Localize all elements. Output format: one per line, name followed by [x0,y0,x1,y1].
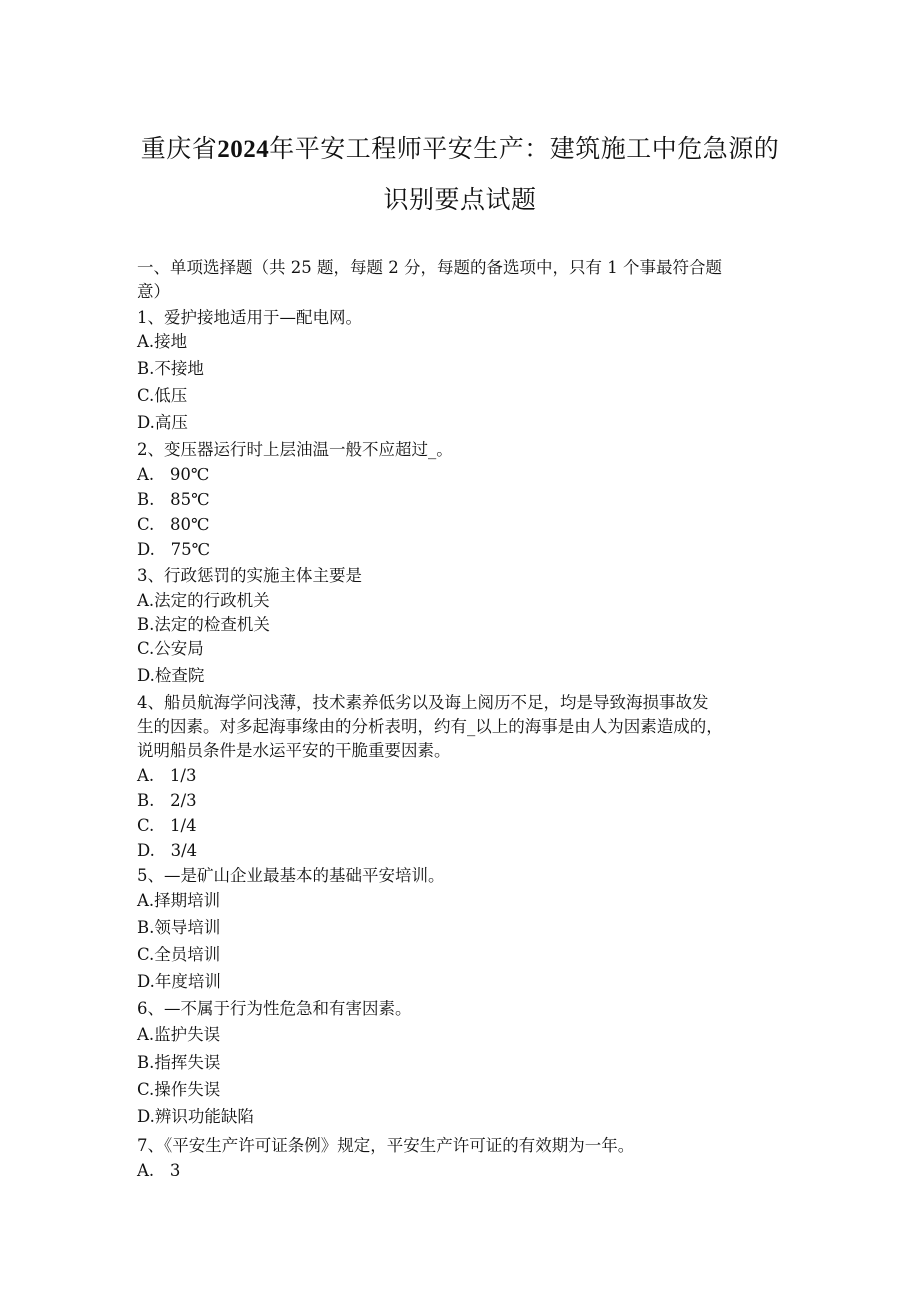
title-year: 2024 [217,136,270,163]
question-4-option-a: A. 1/3 [137,766,197,785]
question-1-option-b: B.不接地 [137,359,204,378]
question-3-option-c: C.公安局 [137,639,204,658]
section-header-line-2: 意） [137,282,170,301]
question-1-option-d: D.高压 [137,413,188,432]
question-3-option-b: B.法定的检查机关 [137,615,270,634]
question-6-option-a: A.监护失误 [137,1025,221,1044]
question-3-option-d: D.检查院 [137,666,205,685]
question-4-option-c: C. 1/4 [137,816,197,835]
document-body [137,0,787,1301]
question-4-option-b: B. 2/3 [137,791,197,810]
question-4-stem-line-2: 生的因素。对多起海事缘由的分析表明，约有_以上的海事是由人为因素造成的， [137,717,723,736]
title-prefix: 重庆省 [140,134,218,163]
question-2-option-b: B. 85℃ [137,490,210,509]
question-2-option-a: A. 90℃ [137,465,210,484]
question-6-option-b: B.指挥失误 [137,1053,221,1072]
question-1-option-c: C.低压 [137,386,188,405]
question-5-option-b: B.领导培训 [137,918,221,937]
question-2-stem: 2、变压器运行时上层油温一般不应超过_。 [137,440,453,459]
question-3-option-a: A.法定的行政机关 [137,591,270,610]
question-4-stem-line-1: 4、船员航海学问浅薄，技术素养低劣以及诲上阅历不足，均是导致海损事故发 [137,693,709,712]
question-4-option-d: D. 3/4 [137,841,198,860]
question-6-option-d: D.辨识功能缺陷 [137,1107,254,1126]
question-2-option-c: C. 80℃ [137,515,210,534]
question-1-stem: 1、爱护接地适用于—配电网。 [137,308,362,327]
question-6-stem: 6、—不属于行为性危急和有害因素。 [137,999,412,1018]
question-1-option-a: A.接地 [137,332,188,351]
question-7-stem: 7、《平安生产许可证条例》规定，平安生产许可证的有效期为一年。 [137,1136,635,1155]
question-5-option-d: D.年度培训 [137,972,221,991]
document-title-line-2: 识别要点试题 [383,185,537,214]
title-suffix: 年平安工程师平安生产：建筑施工中危急源的 [269,134,780,163]
question-3-stem: 3、行政惩罚的实施主体主要是 [137,566,362,585]
question-5-option-c: C.全员培训 [137,945,221,964]
question-7-option-a: A. 3 [137,1161,181,1180]
question-2-option-d: D. 75℃ [137,540,211,559]
question-5-option-a: A.择期培训 [137,891,221,910]
section-header-line-1: 一、单项选择题（共 25 题，每题 2 分，每题的备选项中，只有 1 个事最符合题 [137,258,722,277]
question-6-option-c: C.操作失误 [137,1080,221,1099]
question-4-stem-line-3: 说明船员条件是水运平安的干脆重要因素。 [137,741,451,760]
question-5-stem: 5、—是矿山企业最基本的基础平安培训。 [137,866,445,885]
